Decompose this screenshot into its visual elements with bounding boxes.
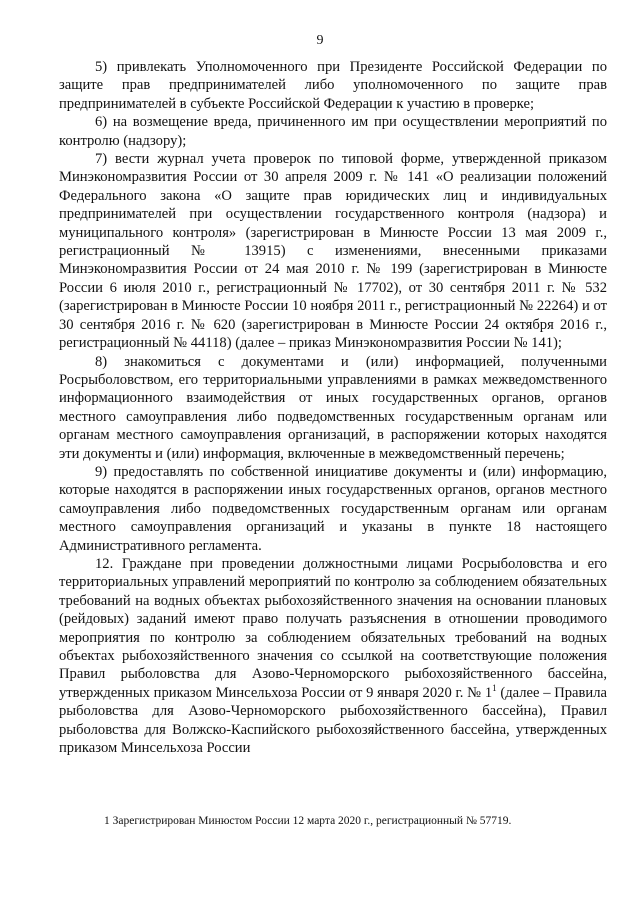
paragraph-12: [59, 555, 607, 757]
footnote-reference[interactable]: 1: [492, 682, 497, 693]
paragraph-12-text-start: 12. Граждане при проведении должностными лицами Росрыболовства и его территориальных управлений мероприятий по контролю за соблюдением обязательных требований на водных объектах рыбохозяйственного значения на основании плановых (рейдовых) заданий имеют право получать разъяснения в отношении проводимого мероприятия по контролю за соблюдением обязательных требований на водных объектах рыбохозяйственного значения со ссылкой на соответствующие положения Правил рыболовства для Азово-Черноморского рыбохозяйственного бассейна, утвержденных приказом Минсельхоза России от 9 января 2020 г. № 1: [59, 555, 607, 701]
document-body: [59, 58, 607, 757]
footnote: 1 Зарегистрирован Минюстом России 12 марта 2020 г., регистрационный № 57719.: [104, 815, 512, 827]
paragraph-12-text-end: (далее – Правила рыболовства для Азово-Черноморского рыбохозяйственного бассейна), Правил рыболовства для Волжско-Каспийского рыбохозяйственного бассейна, утвержденных приказом Минсельхоза России: [59, 684, 607, 757]
paragraph-6: 6) на возмещение вреда, причиненного им при осуществлении мероприятий по контролю (надзору);: [59, 114, 607, 149]
paragraph-8: 8) знакомиться с документами и (или) информацией, полученными Росрыболовством, его территориальными управлениями в рамках межведомственного информационного взаимодействия от иных государственных органов, органов местного самоуправления либо подведомственных государственным органам или органам местного самоуправления организаций, в распоряжении которых находятся эти документы и (или) информация, включенные в межведомственный перечень;: [59, 353, 607, 462]
paragraph-9: 9) предоставлять по собственной инициативе документы и (или) информацию, которые находятся в распоряжении иных государственных органов, органов местного самоуправления либо подведомственных государственным органам или органам местного самоуправления организаций и указаны в пункте 18 настоящего Административного регламента.: [59, 463, 607, 554]
page-number: 9: [316, 33, 324, 48]
paragraph-5: 5) привлекать Уполномоченного при Президенте Российской Федерации по защите прав предпринимателей либо уполномоченного по защите прав предпринимателей в субъекте Российской Федерации к участию в проверке;: [59, 59, 607, 112]
paragraph-7: 7) вести журнал учета проверок по типовой форме, утвержденной приказом Минэкономразвития России от 30 апреля 2009 г. № 141 «О реализации положений Федерального закона «О защите прав юридических лиц и индивидуальных предпринимателей при осуществлении государственного контроля (надзора) и муниципального контроля» (зарегистрирован в Минюсте России 13 мая 2009 г., регистрационный № 13915) с изменениями, внесенными приказами Минэкономразвития России от 24 мая 2010 г. № 199 (зарегистрирован в Минюсте России 6 июля 2010 г., регистрационный № 17702), от 30 сентября 2011 г. № 532 (зарегистрирован в Минюсте России 10 ноября 2011 г., регистрационный № 22264) и от 30 сентября 2016 г. № 620 (зарегистрирован в Минюсте России 24 октября 2016 г., регистрационный № 44118) (далее – приказ Минэкономразвития России № 141);: [59, 151, 607, 352]
